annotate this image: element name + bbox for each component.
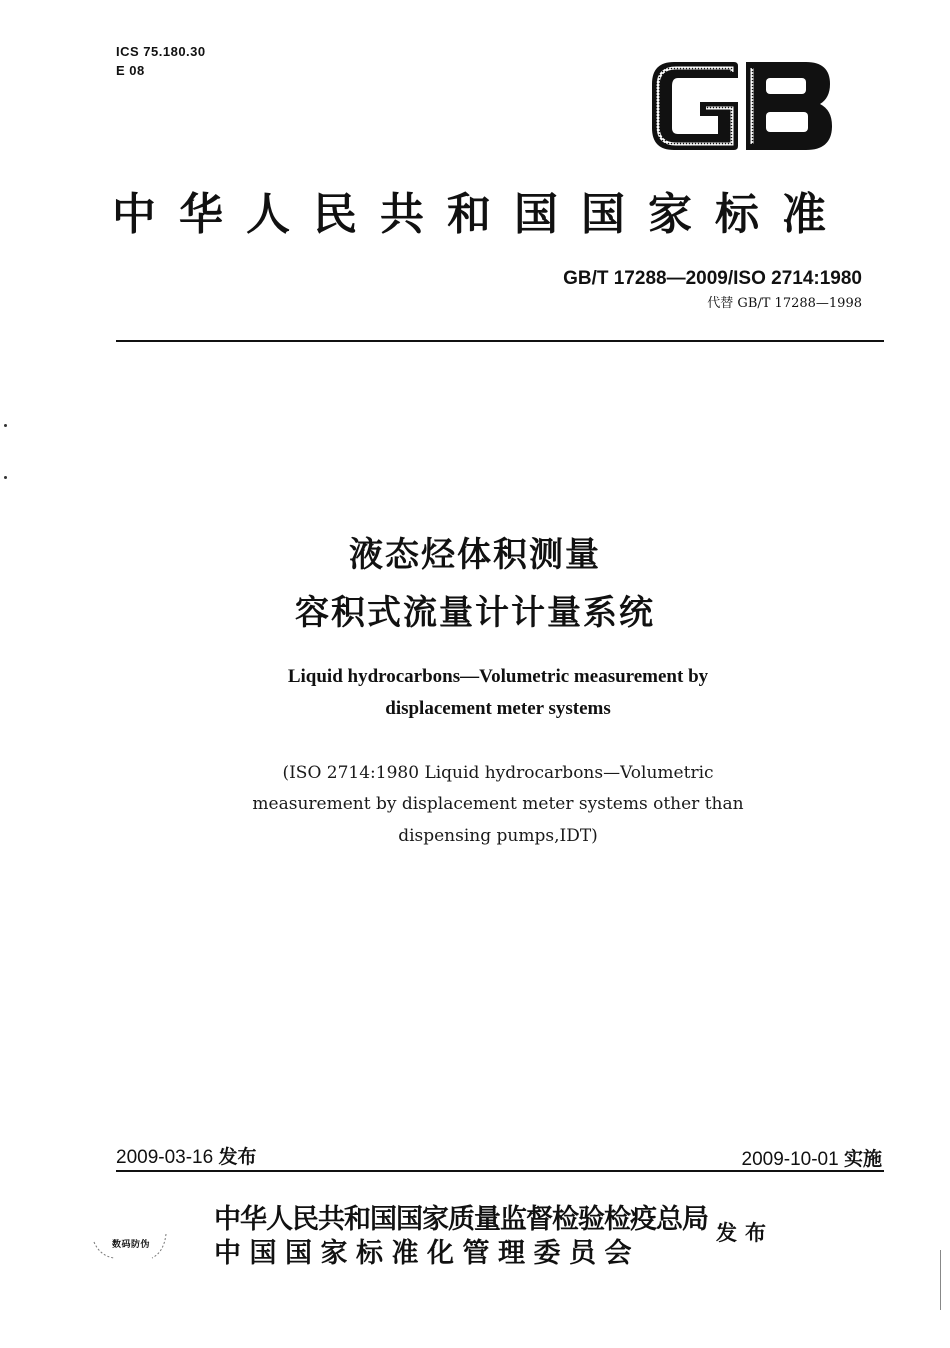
stamp-text: 数码防伪: [112, 1240, 151, 1250]
iso-reference-line-1: (ISO 2714:1980 Liquid hydrocarbons—Volumetric: [282, 763, 714, 783]
national-standard-title: 中华人民共和国国家标准: [112, 189, 849, 240]
classification-codes: [116, 42, 206, 80]
standard-number: GB/T 17288—2009/ISO 2714:1980: [563, 268, 862, 289]
gb-logo: [646, 58, 836, 154]
chinese-title-line-1: 液态烃体积测量: [349, 535, 601, 575]
issue-date-value: 2009-03-16: [116, 1147, 214, 1168]
iso-reference-line-2: measurement by displacement meter systems other than: [252, 794, 744, 814]
implementation-date: [742, 1144, 883, 1171]
margin-mark: [4, 476, 7, 479]
replaces-standard: 代替 GB/T 17288—1998: [707, 296, 862, 311]
margin-mark: [4, 424, 7, 427]
english-title-line-2: displacement meter systems: [385, 698, 611, 719]
chinese-title-line-2: 容积式流量计计量系统: [295, 593, 655, 633]
ics-code: ICS 75.180.30: [116, 44, 206, 59]
footer-divider: [116, 1170, 884, 1172]
ccs-code: E 08: [116, 63, 145, 78]
implementation-date-label: 实施: [843, 1148, 882, 1170]
implementation-date-value: 2009-10-01: [741, 1149, 839, 1170]
english-title-line-1: Liquid hydrocarbons—Volumetric measurement by: [287, 666, 709, 687]
issue-date: [116, 1142, 257, 1169]
issuing-authority-2: 中国国家标准化管理委员会: [214, 1238, 640, 1269]
issue-date-label: 发布: [218, 1146, 257, 1168]
anti-counterfeit-stamp: [90, 1230, 176, 1262]
scan-edge-mark: [940, 1250, 941, 1310]
issuing-authority-1: 中华人民共和国国家质量监督检验检疫总局: [214, 1204, 708, 1235]
publish-label: 发布: [716, 1221, 774, 1245]
iso-reference-line-3: dispensing pumps,IDT): [398, 826, 598, 846]
header-divider: [116, 340, 884, 342]
